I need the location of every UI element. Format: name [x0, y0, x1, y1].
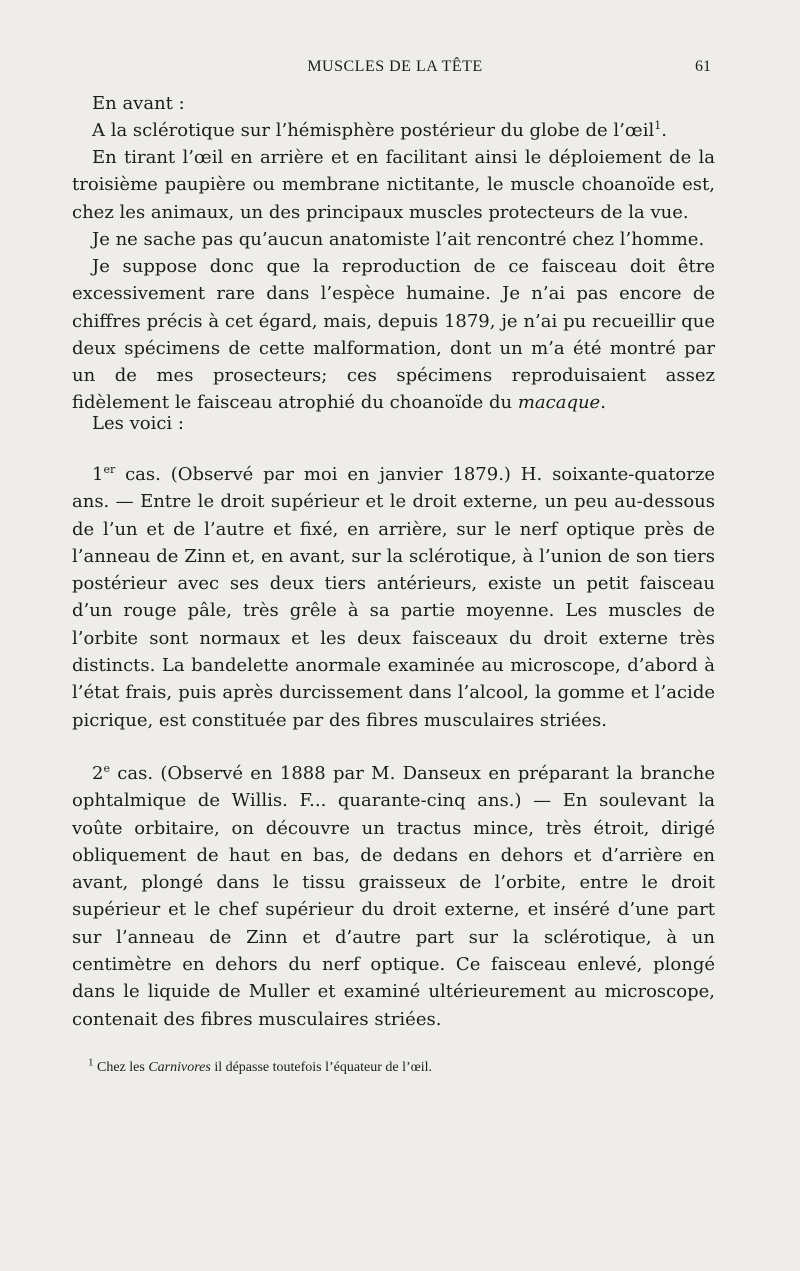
footnote-italic: Carnivores [148, 1060, 211, 1075]
ordinal-suffix: e [103, 762, 110, 775]
paragraph-end: . [661, 120, 667, 141]
case-1-paragraph [72, 461, 715, 734]
footnote-text-end: il dépasse toutefois l’équateur de l’œil. [210, 1060, 433, 1075]
footnote-text: Chez les [93, 1060, 149, 1075]
ordinal-suffix: er [103, 463, 116, 476]
case-text: cas. (Observé en 1888 par M. Danseux en préparant la branche ophtalmique de Willis. F... quarante-cinq ans.) — En soulevant la voûte orbitaire, on découvre un tractus mince, très étroit, dirigé obliquement de haut en bas, de dedans en dehors et d’arrière en avant, plongé dans le tissu graisseux de l’orbite, entre le droit supérieur et le chef supérieur du droit externe, et inséré d’une part sur l’anneau de Zinn et d’autre part sur la sclérotique, à un centimètre en dehors du nerf optique. Ce faisceau enlevé, plongé dans le liquide de Muller et examiné ultérieurement au microscope, contenait des fibres musculaires striées. [72, 763, 715, 1030]
running-title: MUSCLES DE LA TÊTE [307, 58, 483, 75]
page-number: 61 [695, 58, 711, 75]
paragraph-en-tirant: En tirant l’œil en arrière et en facilitant ainsi le déploiement de la troisième paupière ou membrane nictitante, le muscle choanoïde est, chez les animaux, un des principaux muscles protecteurs de la vue. [72, 147, 715, 223]
footnote-marker: 1 [88, 1056, 94, 1069]
footnote-reference: 1 [654, 119, 662, 132]
italic-term: macaque [517, 392, 601, 414]
paragraph-text: A la sclérotique sur l’hémisphère postérieur du globe de l’œil [92, 120, 655, 141]
case-2-paragraph [72, 760, 715, 1033]
paragraph-anatomiste: Je ne sache pas qu’aucun anatomiste l’ait rencontré chez l’homme. [92, 229, 705, 250]
case-number: 2 [92, 763, 104, 784]
paragraph-en-avant: En avant : [92, 93, 185, 114]
paragraph-end: . [600, 392, 606, 414]
case-number: 1 [92, 464, 104, 485]
paragraph-text: Je suppose donc que la reproduction de ce faisceau doit être excessivement rare dans l’espèce humaine. Je n’ai pas encore de chiffres précis à cet égard, mais, depuis 1879, je n’ai pu recueillir que deux spécimens de cette malformation, dont un m’a été montré par un de mes prosecteurs; ces spécimens reproduisaient assez fidèlement le faisceau atrophié du choanoïde du [72, 256, 715, 414]
paragraph-sclerotique [72, 117, 715, 144]
case-text: cas. (Observé par moi en janvier 1879.) H. soixante-quatorze ans. — Entre le droit supérieur et le droit externe, un peu au-dessous de l’un et de l’autre et fixé, en arrière, sur le nerf optique près de l’anneau de Zinn et, en avant, sur la sclérotique, à l’union de son tiers postérieur avec ses deux tiers antérieurs, existe un petit faisceau d’un rouge pâle, très grêle à sa partie moyenne. Les muscles de l’orbite sont normaux et les deux faisceaux du droit externe très distincts. La bandelette anormale examinée au microscope, d’abord à l’état frais, puis après durcissement dans l’alcool, la gomme et l’acide picrique, est constituée par des fibres musculaires striées. [72, 464, 715, 731]
paragraph-les-voici: Les voici : [92, 413, 184, 434]
footnote [88, 1056, 688, 1077]
paragraph-suppose [72, 253, 715, 417]
